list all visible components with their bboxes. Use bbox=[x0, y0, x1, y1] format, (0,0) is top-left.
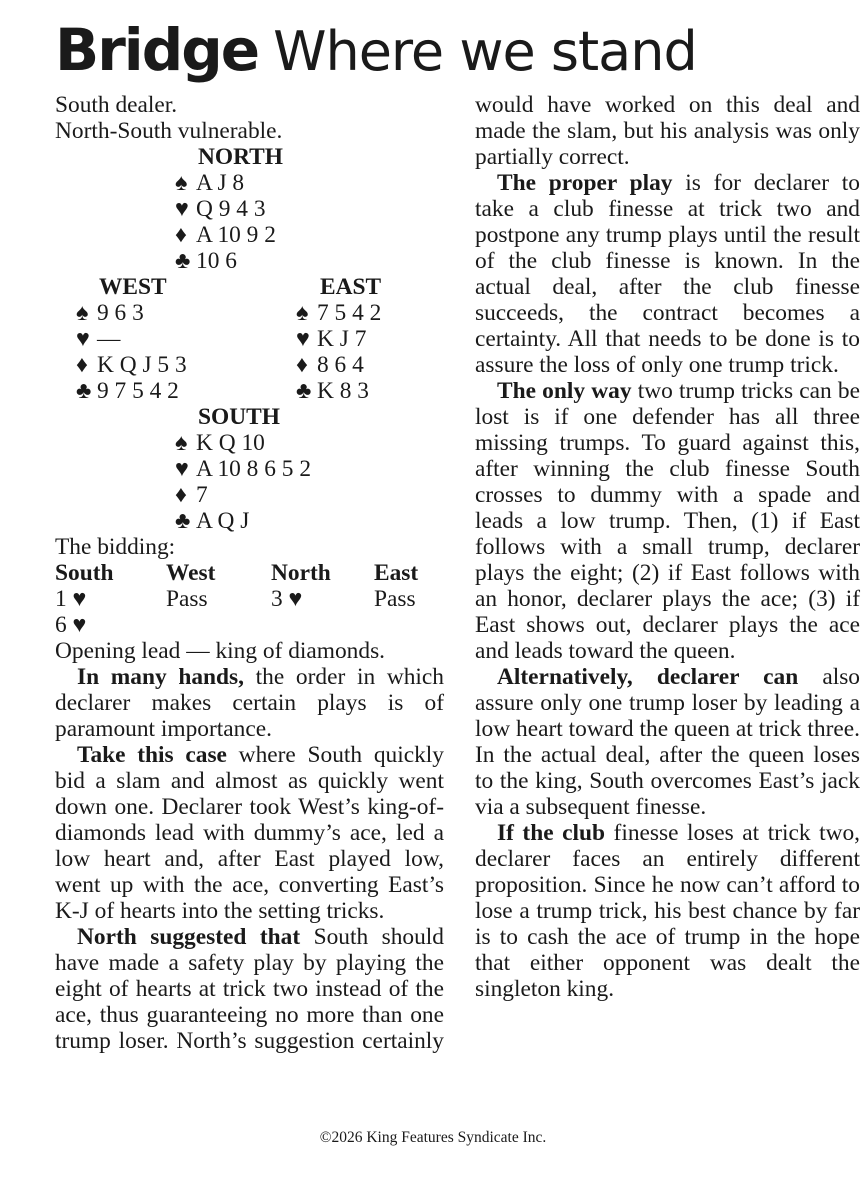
paragraph-lead: If the club bbox=[497, 820, 606, 846]
hand-diagram bbox=[55, 144, 444, 404]
article-paragraph-3-continued: would have worked on this deal and made the slam, but his analysis was only partially correct. bbox=[475, 92, 860, 170]
south-spades: ♠ K Q 10 bbox=[175, 430, 265, 456]
heart-icon: ♥ bbox=[175, 456, 189, 482]
bidding-row bbox=[55, 586, 444, 612]
north-label: NORTH bbox=[198, 144, 283, 170]
east-hearts: ♥ K J 7 bbox=[296, 326, 367, 352]
article-paragraph-2: Take this case where South quickly bid a slam and almost as quickly went down one. Declarer took West’s king-of-diamonds lead with dummy’s ace, led a low heart and, after East played low, went up with the ace, converting East’s K-J of hearts into the setting tricks. bbox=[55, 742, 445, 924]
bidding-header-row bbox=[55, 560, 444, 586]
heart-icon: ♥ bbox=[175, 196, 189, 222]
south-label: SOUTH bbox=[198, 404, 280, 430]
dealer-line: South dealer. bbox=[55, 92, 178, 118]
article-paragraph-4: The proper play is for declarer to take a club finesse at trick two and postpone any trump plays until the result of the club finesse is known. In the actual deal, after the club finesse succeeds, the contract becomes a certainty. All that needs to be done is to assure the loss of only one trump trick. bbox=[475, 170, 860, 378]
bidding-header: South bbox=[55, 560, 114, 586]
west-clubs: ♣ 9 7 5 4 2 bbox=[76, 378, 179, 404]
bid-cell: 1 ♥ bbox=[55, 586, 87, 612]
column-title: Where we stand bbox=[273, 20, 697, 83]
east-clubs: ♣ K 8 3 bbox=[296, 378, 369, 404]
spade-icon: ♠ bbox=[175, 170, 188, 196]
east-label: EAST bbox=[320, 274, 382, 300]
south-hearts: ♥ A 10 8 6 5 2 bbox=[175, 456, 312, 482]
bidding-table bbox=[55, 560, 444, 638]
paragraph-lead: Alternatively, declarer can bbox=[497, 664, 799, 690]
club-icon: ♣ bbox=[296, 378, 312, 404]
spade-icon: ♠ bbox=[175, 430, 188, 456]
copyright-footer: ©2026 King Features Syndicate Inc. bbox=[319, 1129, 547, 1146]
west-hearts: ♥ — bbox=[76, 326, 121, 352]
bid-cell: 3 ♥ bbox=[271, 586, 303, 612]
club-icon: ♣ bbox=[175, 508, 191, 534]
bid-cell: 6 ♥ bbox=[55, 612, 87, 638]
south-hand bbox=[55, 404, 444, 534]
paragraph-lead: North suggested that bbox=[77, 924, 301, 950]
left-column bbox=[55, 92, 444, 1054]
east-spades: ♠ 7 5 4 2 bbox=[296, 300, 382, 326]
page-title bbox=[55, 12, 697, 90]
vulnerability-line: North-South vulnerable. bbox=[55, 118, 283, 144]
bidding-header: North bbox=[271, 560, 331, 586]
heart-icon: ♥ bbox=[76, 326, 90, 352]
north-hearts: ♥ Q 9 4 3 bbox=[175, 196, 266, 222]
bidding-row bbox=[55, 612, 444, 638]
south-clubs: ♣ A Q J bbox=[175, 508, 250, 534]
west-label: WEST bbox=[99, 274, 167, 300]
bidding-header: West bbox=[166, 560, 216, 586]
diamond-icon: ♦ bbox=[175, 222, 187, 248]
article-paragraph-1: In many hands, the order in which declarer makes certain plays is of paramount importance. bbox=[55, 664, 444, 742]
article-paragraph-5: The only way two trump tricks can be lost is if one defender has all three missing trumps. To guard against this, after winning the club finesse South crosses to dummy with a spade and leads a low trump. Then, (1) if East follows with a small trump, declarer plays the eight; (2) if East follows with an honor, declarer plays the ace; (3) if East shows out, declarer plays the ace and leads toward the queen. bbox=[475, 378, 860, 664]
paragraph-lead: In many hands, bbox=[77, 664, 245, 690]
diamond-icon: ♦ bbox=[76, 352, 88, 378]
bidding-header: East bbox=[374, 560, 419, 586]
north-clubs: ♣ 10 6 bbox=[175, 248, 237, 274]
north-spades: ♠ A J 8 bbox=[175, 170, 245, 196]
opening-lead: Opening lead — king of diamonds. bbox=[55, 638, 386, 664]
paragraph-lead: The proper play bbox=[497, 170, 673, 196]
article-paragraph-6: Alternatively, declarer can also assure only one trump loser by leading a low heart toward the queen at trick three. In the actual deal, after the queen loses to the king, South overcomes East’s jack via a subsequent finesse. bbox=[475, 664, 860, 820]
spade-icon: ♠ bbox=[296, 300, 309, 326]
diamond-icon: ♦ bbox=[175, 482, 187, 508]
west-diamonds: ♦ K Q J 5 3 bbox=[76, 352, 187, 378]
article-paragraph-7: If the club finesse loses at trick two, declarer faces an entirely different proposition. Since he now can’t afford to lose a trump trick, his best chance by far is to cash the ace of trump in the hope that either opponent was dealt the singleton king. bbox=[475, 820, 861, 1002]
bid-cell: Pass bbox=[374, 586, 416, 612]
diamond-icon: ♦ bbox=[296, 352, 308, 378]
brand-title: Bridge bbox=[55, 16, 259, 84]
club-icon: ♣ bbox=[76, 378, 92, 404]
north-diamonds: ♦ A 10 9 2 bbox=[175, 222, 276, 248]
club-icon: ♣ bbox=[175, 248, 191, 274]
bid-cell: Pass bbox=[166, 586, 208, 612]
paragraph-lead: The only way bbox=[497, 378, 632, 404]
south-diamonds: ♦ 7 bbox=[175, 482, 208, 508]
west-spades: ♠ 9 6 3 bbox=[76, 300, 144, 326]
right-column bbox=[475, 92, 860, 1002]
bidding-title: The bidding: bbox=[55, 534, 176, 560]
article-paragraph-3: North suggested that South should have made a safety play by playing the eight of hearts at trick two instead of the ace, thus guaranteeing no more than one trump loser. North’s suggestion certainly bbox=[55, 924, 444, 1054]
spade-icon: ♠ bbox=[76, 300, 89, 326]
heart-icon: ♥ bbox=[296, 326, 310, 352]
east-diamonds: ♦ 8 6 4 bbox=[296, 352, 364, 378]
paragraph-lead: Take this case bbox=[77, 742, 227, 768]
